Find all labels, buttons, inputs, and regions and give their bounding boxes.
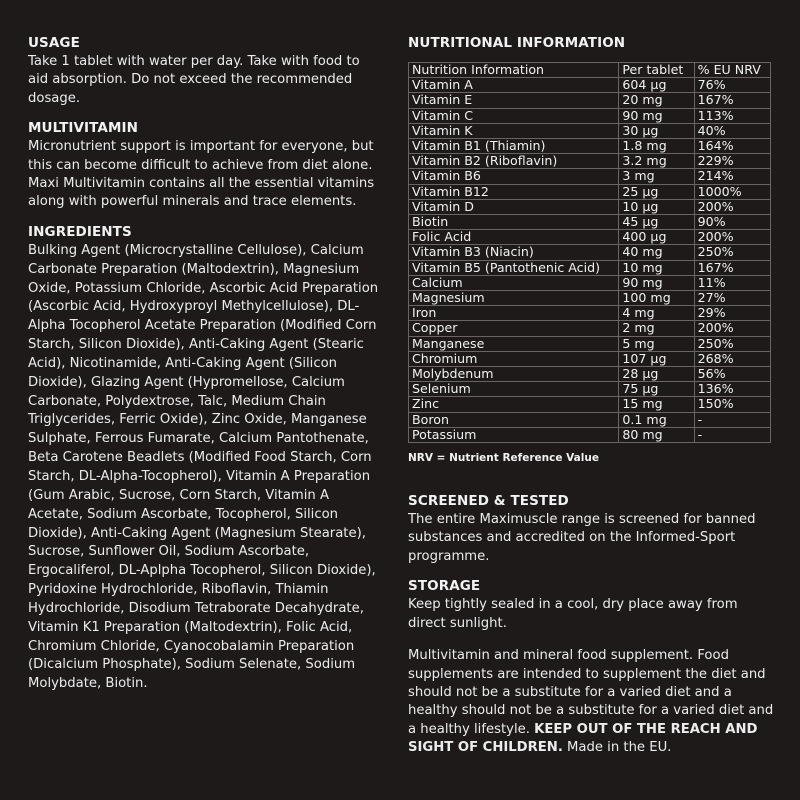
amount-cell: 10 mg — [619, 260, 694, 275]
nrv-cell: 167% — [694, 260, 770, 275]
amount-cell: 400 µg — [619, 230, 694, 245]
nrv-cell: 11% — [694, 275, 770, 290]
nutrient-cell: Chromium — [409, 351, 619, 366]
nrv-cell: 164% — [694, 139, 770, 154]
nutrient-cell: Vitamin B5 (Pantothenic Acid) — [409, 260, 619, 275]
table-row — [409, 397, 771, 412]
nutrient-cell: Copper — [409, 321, 619, 336]
table-row — [409, 93, 771, 108]
table-row — [409, 427, 771, 442]
nutrient-cell: Biotin — [409, 215, 619, 230]
nutrient-cell: Magnesium — [409, 291, 619, 306]
amount-cell: 4 mg — [619, 306, 694, 321]
nrv-cell: 150% — [694, 397, 770, 412]
nutrient-cell: Boron — [409, 412, 619, 427]
supplement-paragraph — [408, 647, 776, 757]
nutrient-cell: Zinc — [409, 397, 619, 412]
nutrient-cell: Folic Acid — [409, 230, 619, 245]
nrv-cell: 214% — [694, 169, 770, 184]
amount-cell: 3.2 mg — [619, 154, 694, 169]
table-row — [409, 275, 771, 290]
table-row — [409, 245, 771, 260]
nrv-cell: 76% — [694, 78, 770, 93]
table-row — [409, 78, 771, 93]
nutrient-cell: Molybdenum — [409, 367, 619, 382]
multivitamin-heading: MULTIVITAMIN — [28, 120, 139, 137]
nrv-cell: 113% — [694, 108, 770, 123]
ingredients-heading: INGREDIENTS — [28, 223, 132, 240]
origin-text: Made in the EU. — [567, 740, 672, 756]
table-row — [409, 336, 771, 351]
amount-cell: 100 mg — [619, 291, 694, 306]
nutrient-cell: Vitamin B3 (Niacin) — [409, 245, 619, 260]
amount-cell: 2 mg — [619, 321, 694, 336]
usage-section — [28, 34, 380, 108]
nutrient-cell: Manganese — [409, 336, 619, 351]
table-row — [409, 306, 771, 321]
usage-heading: USAGE — [28, 35, 80, 51]
nutrient-cell: Vitamin E — [409, 93, 619, 108]
table-row — [409, 230, 771, 245]
right-column — [408, 34, 776, 769]
amount-cell: 28 µg — [619, 367, 694, 382]
nrv-cell: 29% — [694, 306, 770, 321]
table-row — [409, 184, 771, 199]
amount-cell: 75 µg — [619, 382, 694, 397]
nrv-cell: 90% — [694, 215, 770, 230]
nutrition-heading: NUTRITIONAL INFORMATION — [408, 35, 626, 51]
nutrient-cell: Vitamin C — [409, 108, 619, 123]
nrv-cell: - — [694, 427, 770, 442]
ingredients-section — [28, 223, 380, 694]
amount-cell: 80 mg — [619, 427, 694, 442]
nrv-cell: 229% — [694, 154, 770, 169]
nrv-cell: 56% — [694, 367, 770, 382]
supplement-section — [408, 647, 776, 757]
nrv-cell: 250% — [694, 336, 770, 351]
nrv-cell: 40% — [694, 123, 770, 138]
amount-cell: 10 µg — [619, 199, 694, 214]
header-cell-nrv: % EU NRV — [694, 63, 770, 78]
storage-heading: STORAGE — [408, 578, 481, 595]
table-row — [409, 139, 771, 154]
left-column — [28, 34, 380, 705]
table-row — [409, 260, 771, 275]
nrv-cell: 250% — [694, 245, 770, 260]
table-row — [409, 351, 771, 366]
amount-cell: 30 µg — [619, 123, 694, 138]
nrv-cell: 200% — [694, 199, 770, 214]
storage-text: Keep tightly sealed in a cool, dry place away from direct sunlight. — [408, 597, 738, 631]
amount-cell: 1.8 mg — [619, 139, 694, 154]
table-row — [409, 291, 771, 306]
table-row — [409, 199, 771, 214]
nrv-cell: 27% — [694, 291, 770, 306]
nutrient-cell: Selenium — [409, 382, 619, 397]
table-row — [409, 367, 771, 382]
amount-cell: 604 µg — [619, 78, 694, 93]
amount-cell: 107 µg — [619, 351, 694, 366]
nutrient-cell: Vitamin B12 — [409, 184, 619, 199]
amount-cell: 3 mg — [619, 169, 694, 184]
nrv-cell: 268% — [694, 351, 770, 366]
amount-cell: 0.1 mg — [619, 412, 694, 427]
storage-section — [408, 577, 776, 633]
screened-heading: SCREENED & TESTED — [408, 493, 569, 510]
nutrition-section — [408, 34, 776, 464]
amount-cell: 5 mg — [619, 336, 694, 351]
table-row — [409, 108, 771, 123]
nutrient-cell: Vitamin D — [409, 199, 619, 214]
nutrient-cell: Calcium — [409, 275, 619, 290]
nrv-cell: 200% — [694, 230, 770, 245]
nutrient-cell: Potassium — [409, 427, 619, 442]
amount-cell: 90 mg — [619, 275, 694, 290]
supplement-text: Multivitamin and mineral food supplement. Food supplements are intended to supplement the diet and should not be a substitute for a varied diet and a healthy should not be a substitute for a varied diet and a healthy lifestyle. — [408, 648, 774, 737]
table-row — [409, 169, 771, 184]
header-cell-nutrient: Nutrition Information — [409, 63, 619, 78]
screened-text: The entire Maximuscle range is screened for banned substances and accredited on the Informed-Sport programme. — [408, 512, 756, 564]
screened-section — [408, 492, 776, 566]
table-header-row — [409, 63, 771, 78]
table-row — [409, 412, 771, 427]
amount-cell: 45 µg — [619, 215, 694, 230]
ingredients-text: Bulking Agent (Microcrystalline Cellulose), Calcium Carbonate Preparation (Maltodextrin), Magnesium Oxide, Potassium Chloride, Ascorbic Acid Preparation (Ascorbic Acid, Hydroxyproyl Methylcellulose), DL-Alpha Tocopherol Acetate Preparation (Modified Corn Starch, Silicon Dioxide), Anti-Caking Agent (Stearic Acid), Nicotinamide, Anti-Caking Agent (Silicon Dioxide), Glazing Agent (Hypromellose, Calcium Carbonate, Polydextrose, Talc, Medium Chain Triglycerides, Ferric Oxide), Zinc Oxide, Manganese Sulphate, Ferrous Fumarate, Calcium Pantothenate, Beta Carotene Beadlets (Modified Food Starch, Corn Starch, DL-Alpha-Tocopherol), Vitamin A Preparation (Gum Arabic, Sucrose, Corn Starch, Vitamin A Acetate, Sodium Ascorbate, Tocopherol, Silicon Dioxide), Anti-Caking Agent (Magnesium Stearate), Sucrose, Sunflower Oil, Sodium Ascorbate, Ergocaliferol, DL-Aplpha Tocopherol, Silicon Dioxide), Pyridoxine Hydrochloride, Riboflavin, Thiamin Hydrochloride, Disodium Tetraborate Decahydrate, Vitamin K1 Preparation (Maltodextrin), Folic Acid, Chromium Chloride, Cyanocobalamin Preparation (Dicalcium Phosphate), Sodium Selenate, Sodium Molybdate, Biotin. — [28, 242, 379, 692]
nutrient-cell: Iron — [409, 306, 619, 321]
table-row — [409, 123, 771, 138]
nrv-cell: 167% — [694, 93, 770, 108]
nutrient-cell: Vitamin K — [409, 123, 619, 138]
nrv-cell: - — [694, 412, 770, 427]
nutrient-cell: Vitamin B6 — [409, 169, 619, 184]
amount-cell: 40 mg — [619, 245, 694, 260]
amount-cell: 25 µg — [619, 184, 694, 199]
amount-cell: 90 mg — [619, 108, 694, 123]
nutrient-cell: Vitamin A — [409, 78, 619, 93]
nutrient-cell: Vitamin B1 (Thiamin) — [409, 139, 619, 154]
table-row — [409, 321, 771, 336]
table-row — [409, 154, 771, 169]
nutrition-table — [408, 62, 771, 443]
header-cell-per-tablet: Per tablet — [619, 63, 694, 78]
nrv-footnote: NRV = Nutrient Reference Value — [408, 452, 599, 465]
table-row — [409, 215, 771, 230]
nrv-cell: 136% — [694, 382, 770, 397]
table-row — [409, 382, 771, 397]
multivitamin-text: Micronutrient support is important for everyone, but this can become difficult to achieve from diet alone. Maxi Multivitamin contains all the essential vitamins along with powerful minerals and trace elements. — [28, 139, 375, 210]
nrv-cell: 200% — [694, 321, 770, 336]
nutrient-cell: Vitamin B2 (Riboflavin) — [409, 154, 619, 169]
amount-cell: 15 mg — [619, 397, 694, 412]
amount-cell: 20 mg — [619, 93, 694, 108]
child-warning: KEEP OUT OF THE REACH AND SIGHT OF CHILDREN. — [408, 721, 758, 756]
usage-text: Take 1 tablet with water per day. Take with food to aid absorption. Do not exceed the recommended dosage. — [28, 54, 360, 106]
multivitamin-section — [28, 119, 380, 212]
nrv-cell: 1000% — [694, 184, 770, 199]
